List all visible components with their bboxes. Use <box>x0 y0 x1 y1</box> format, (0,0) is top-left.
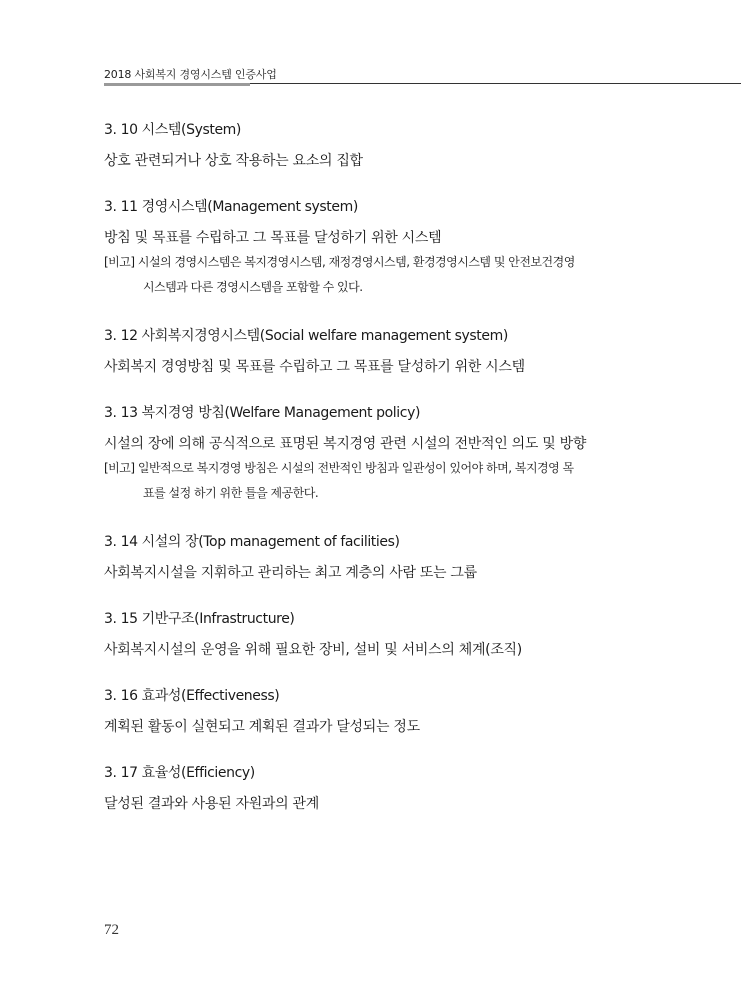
definitions-list <box>104 120 664 840</box>
definition-3-16 <box>104 686 664 737</box>
term-heading: 3. 14 시설의 장(Top management of facilities) <box>104 534 400 550</box>
definition-3-17 <box>104 763 664 814</box>
term-heading: 3. 11 경영시스템(Management system) <box>104 199 358 215</box>
running-header: 2018 사회복지 경영시스템 인증사업 <box>104 68 277 81</box>
term-definition: 사회복지시설의 운영을 위해 필요한 장비, 설비 및 서비스의 체계(조직) <box>104 642 522 658</box>
term-heading: 3. 13 복지경영 방침(Welfare Management policy) <box>104 405 421 421</box>
term-definition: 사회복지 경영방침 및 목표를 수립하고 그 목표를 달성하기 위한 시스템 <box>104 359 525 375</box>
definition-3-14 <box>104 532 664 583</box>
term-definition: 상호 관련되거나 상호 작용하는 요소의 집합 <box>104 153 363 169</box>
term-definition: 달성된 결과와 사용된 자원과의 관계 <box>104 796 319 812</box>
term-heading: 3. 12 사회복지경영시스템(Social welfare management system) <box>104 328 508 344</box>
term-definition: 시설의 장에 의해 공식적으로 표명된 복지경영 관련 시설의 전반적인 의도 및 방향 <box>104 436 587 452</box>
definition-3-13 <box>104 403 664 506</box>
note-line: 표를 설정 하기 위한 틀을 제공한다. <box>143 486 319 500</box>
note-line: 시스템과 다른 경영시스템을 포함할 수 있다. <box>143 280 363 294</box>
term-note <box>104 456 664 506</box>
definition-3-12 <box>104 326 664 377</box>
term-heading: 3. 17 효율성(Efficiency) <box>104 765 255 781</box>
term-definition: 계획된 활동이 실현되고 계획된 결과가 달성되는 정도 <box>104 719 420 735</box>
page-number: 72 <box>104 922 119 938</box>
definition-3-11 <box>104 197 664 300</box>
term-heading: 3. 16 효과성(Effectiveness) <box>104 688 280 704</box>
term-note <box>104 250 664 300</box>
definition-3-15 <box>104 609 664 660</box>
term-heading: 3. 15 기반구조(Infrastructure) <box>104 611 295 627</box>
header-accent-bar <box>104 83 250 86</box>
term-definition: 사회복지시설을 지휘하고 관리하는 최고 계층의 사람 또는 그룹 <box>104 565 477 581</box>
definition-3-10 <box>104 120 664 171</box>
note-line: [비고] 시설의 경영시스템은 복지경영시스템, 재정경영시스템, 환경경영시스템 및 안전보건경영 <box>104 255 575 269</box>
note-line: [비고] 일반적으로 복지경영 방침은 시설의 전반적인 방침과 일관성이 있어야 하며, 복지경영 목 <box>104 461 574 475</box>
term-heading: 3. 10 시스템(System) <box>104 122 241 138</box>
term-definition: 방침 및 목표를 수립하고 그 목표를 달성하기 위한 시스템 <box>104 230 442 246</box>
